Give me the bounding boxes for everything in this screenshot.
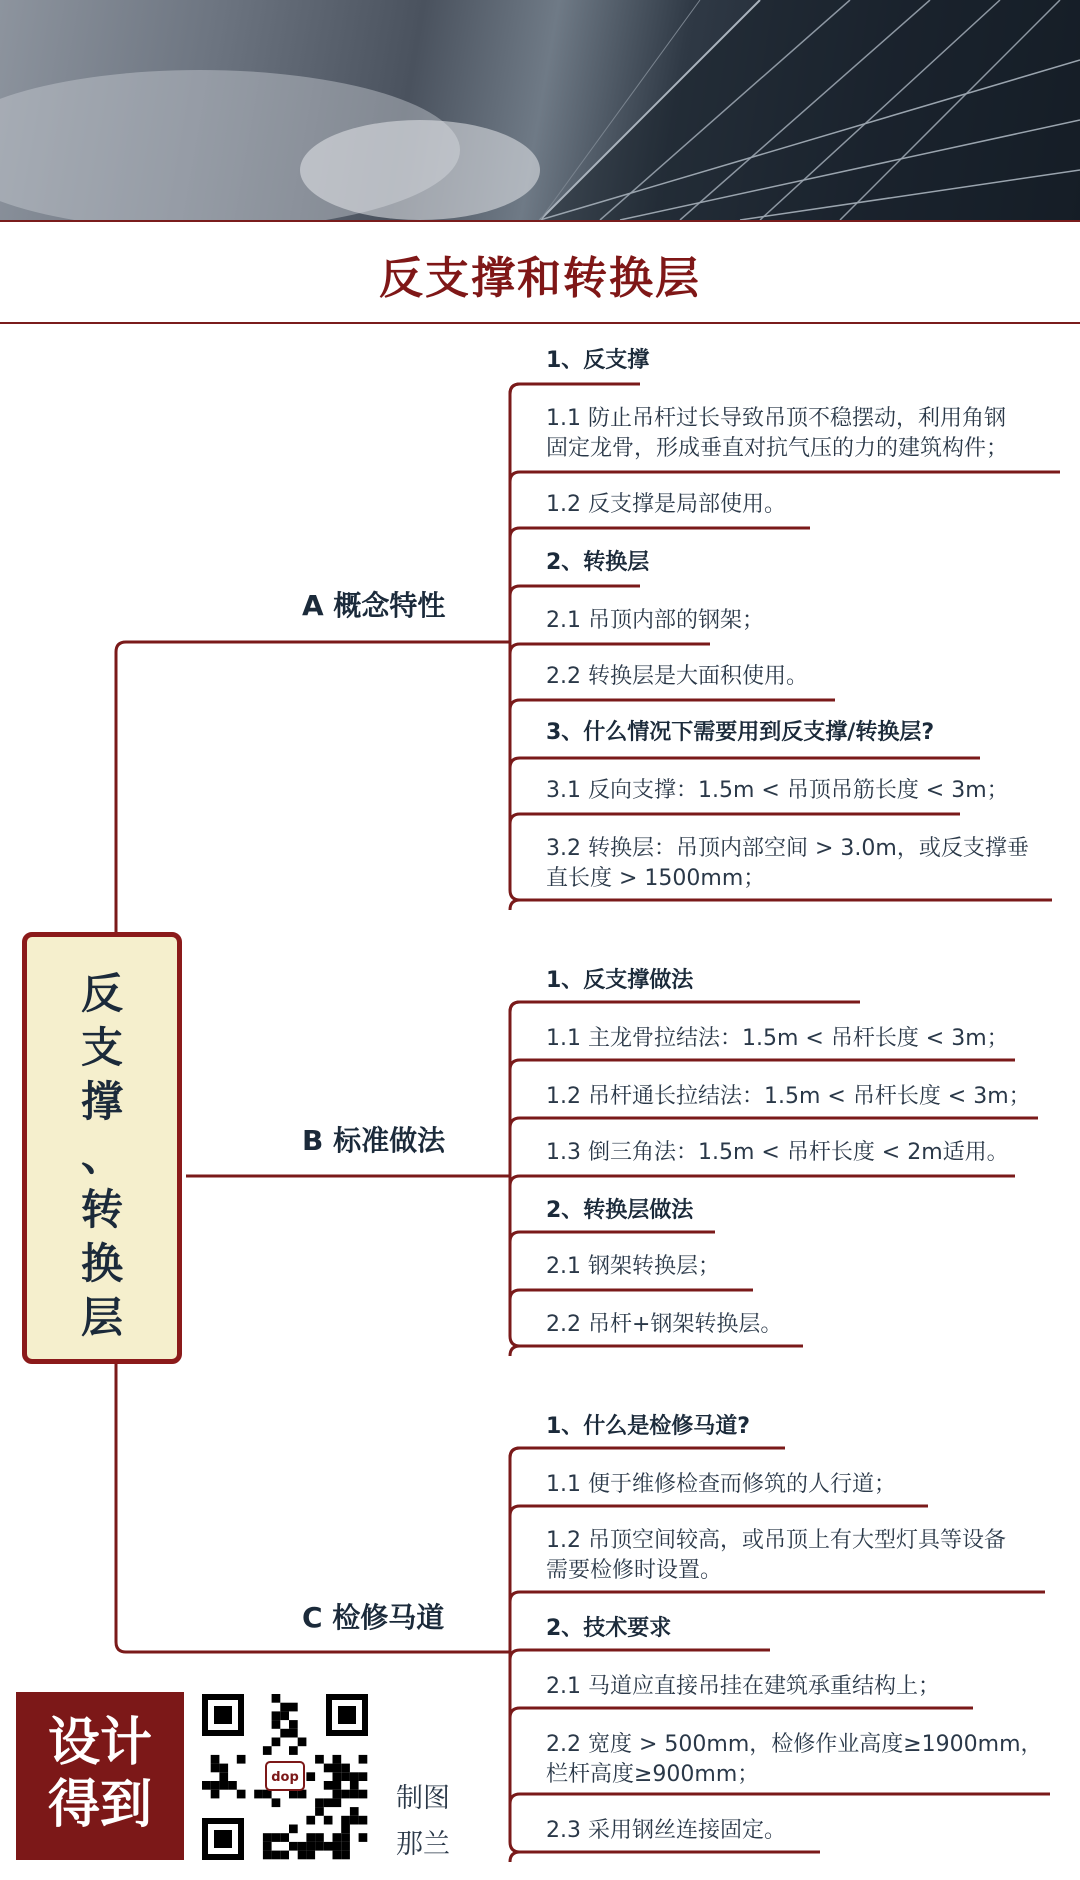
qr-module: [306, 1816, 315, 1825]
b-underline-6: [510, 1290, 753, 1300]
a-node-7: 2.2 转换层是大面积使用。: [546, 664, 808, 689]
qr-module: [219, 1781, 228, 1790]
qr-module: [341, 1772, 350, 1781]
a-underline-1: [510, 384, 640, 394]
b-node-3: 1.2 吊杆通长拉结法：1.5m < 吊杆长度 < 3m；: [546, 1084, 1031, 1109]
qr-module: [341, 1851, 350, 1860]
qr-module: [272, 1851, 281, 1860]
credit-line-1: 制图: [396, 1783, 450, 1814]
qr-module: [211, 1790, 220, 1799]
c-node-3: 1.2 吊顶空间较高，或吊顶上有大型灯具等设备: [546, 1528, 1006, 1553]
a-node-3: 固定龙骨，形成垂直对抗气压的力的建筑构件；: [546, 436, 1009, 461]
qr-module: [280, 1729, 289, 1738]
qr-module: [333, 1781, 342, 1790]
qr-module: [289, 1703, 298, 1712]
qr-module: [280, 1703, 289, 1712]
b-node-7: 2.2 吊杆+钢架转换层。: [546, 1312, 783, 1337]
qr-module: [315, 1842, 324, 1851]
qr-module: [289, 1790, 298, 1799]
qr-module: [298, 1790, 307, 1799]
a-bracket-bottom: [510, 642, 520, 900]
b-bracket-bottom: [510, 1176, 520, 1346]
qr-module: [359, 1833, 368, 1842]
qr-module: [341, 1842, 350, 1851]
logo-line-2: 得到: [47, 1775, 152, 1835]
a-underline-6: [510, 700, 835, 710]
a-node-10: 3.2 转换层：吊顶内部空间 > 3.0m，或反支撑垂: [546, 836, 1029, 861]
qr-module: [219, 1772, 228, 1781]
qr-module: [306, 1772, 315, 1781]
c-node-5: 2、技术要求: [546, 1616, 672, 1641]
a-underline-4: [510, 586, 640, 596]
qr-module: [272, 1694, 281, 1703]
a-node-9: 3.1 反向支撑：1.5m < 吊顶吊筋长度 < 3m；: [546, 778, 1009, 803]
qr-module: [333, 1790, 342, 1799]
qr-module: [272, 1833, 281, 1842]
qr-module: [341, 1825, 350, 1834]
c-bracket-bottom: [510, 1652, 520, 1852]
qr-module: [298, 1842, 307, 1851]
b-node-2: 1.1 主龙骨拉结法：1.5m < 吊杆长度 < 3m；: [546, 1026, 1009, 1051]
c-bracket-top: [510, 1448, 520, 1652]
qr-module: [341, 1790, 350, 1799]
c-underline-3: [510, 1592, 1045, 1602]
branch-c-label: C 检修马道: [302, 1601, 445, 1634]
c-node-9: 2.3 采用钢丝连接固定。: [546, 1818, 786, 1843]
qr-module: [202, 1781, 211, 1790]
qr-code-icon: [190, 1682, 380, 1872]
a-node-4: 1.2 反支撑是局部使用。: [546, 492, 786, 517]
qr-module: [324, 1842, 333, 1851]
qr-module: [333, 1798, 342, 1807]
a-node-2: 1.1 防止吊杆过长导致吊顶不稳摆动，利用角钢: [546, 406, 1006, 431]
qr-module: [289, 1729, 298, 1738]
qr-module: [280, 1711, 289, 1720]
c-underline-1: [510, 1448, 785, 1458]
logo-line-1: 设计: [47, 1713, 152, 1773]
qr-module: [333, 1842, 342, 1851]
c-node-2: 1.1 便于维修检查而修筑的人行道；: [546, 1472, 896, 1497]
qr-module: [263, 1851, 272, 1860]
qr-module: [298, 1738, 307, 1747]
c-node-7: 2.2 宽度 > 500mm，检修作业高度≥1900mm，: [546, 1732, 1043, 1757]
b-node-4: 1.3 倒三角法：1.5m < 吊杆长度 < 2m适用。: [546, 1140, 1009, 1165]
qr-module: [350, 1772, 359, 1781]
b-underline-5: [510, 1232, 715, 1242]
qr-module: [359, 1755, 368, 1764]
c-underline-2: [510, 1506, 928, 1516]
a-underline-3: [510, 528, 810, 538]
c-underline-7: [510, 1852, 820, 1862]
qr-module: [333, 1764, 342, 1773]
qr-module: [289, 1842, 298, 1851]
branch-b-label: B 标准做法: [302, 1124, 446, 1157]
qr-module: [315, 1798, 324, 1807]
qr-module: [315, 1755, 324, 1764]
trunk-to-a: [116, 642, 510, 932]
c-underline-6: [510, 1794, 1050, 1804]
b-node-1: 1、反支撑做法: [546, 968, 694, 993]
qr-module: [289, 1825, 298, 1834]
credit-line-2: 那兰: [396, 1829, 450, 1860]
a-node-1: 1、反支撑: [546, 348, 650, 373]
root-label: 反 支 撑 、 转 换 层: [80, 969, 123, 1342]
b-node-5: 2、转换层做法: [546, 1198, 694, 1223]
qr-module: [341, 1764, 350, 1773]
b-bracket-top: [510, 1002, 520, 1176]
qr-module: [359, 1790, 368, 1799]
qr-module: [333, 1772, 342, 1781]
qr-module: [341, 1833, 350, 1842]
qr-module: [263, 1790, 272, 1799]
c-node-4: 需要检修时设置。: [546, 1558, 723, 1583]
qr-module: [333, 1833, 342, 1842]
qr-module: [211, 1755, 220, 1764]
b-node-6: 2.1 钢架转换层；: [546, 1254, 720, 1279]
b-underline-2: [510, 1060, 1015, 1070]
a-node-11: 直长度 > 1500mm；: [546, 866, 766, 891]
a-underline-5: [510, 644, 710, 654]
qr-module: [333, 1851, 342, 1860]
qr-module: [263, 1746, 272, 1755]
b-underline-7: [510, 1346, 803, 1356]
c-node-1: 1、什么是检修马道?: [546, 1414, 751, 1439]
a-node-5: 2、转换层: [546, 550, 650, 575]
qr-module: [306, 1842, 315, 1851]
qr-module: [350, 1790, 359, 1799]
qr-module: [306, 1851, 315, 1860]
qr-module: [350, 1807, 359, 1816]
qr-module: [272, 1720, 281, 1729]
qr-module: [254, 1790, 263, 1799]
qr-module: [324, 1764, 333, 1773]
page-title: 反支撑和转换层: [379, 253, 701, 304]
qr-module: [324, 1816, 333, 1825]
qr-module: [272, 1711, 281, 1720]
c-node-8: 栏杆高度≥900mm；: [546, 1762, 760, 1787]
qr-module: [263, 1833, 272, 1842]
qr-module: [219, 1764, 228, 1773]
qr-module: [280, 1833, 289, 1842]
qr-module: [298, 1851, 307, 1860]
a-underline-9: [510, 900, 1052, 910]
qr-module: [306, 1833, 315, 1842]
a-underline-2: [510, 472, 1060, 482]
qr-module: [359, 1816, 368, 1825]
c-underline-5: [510, 1708, 973, 1718]
qr-module: [228, 1781, 237, 1790]
root-node: [22, 932, 182, 1364]
qr-module: [237, 1755, 246, 1764]
qr-module: [280, 1851, 289, 1860]
b-underline-4: [510, 1176, 1015, 1186]
c-node-6: 2.1 马道应直接吊挂在建筑承重结构上；: [546, 1674, 940, 1699]
a-node-8: 3、什么情况下需要用到反支撑/转换层?: [546, 720, 935, 745]
qr-badge: dop: [271, 1770, 299, 1785]
qr-module: [237, 1790, 246, 1799]
qr-module: [272, 1798, 281, 1807]
qr-module: [289, 1746, 298, 1755]
qr-module: [333, 1755, 342, 1764]
qr-module: [272, 1738, 281, 1747]
qr-module: [359, 1772, 368, 1781]
qr-module: [211, 1781, 220, 1790]
qr-module: [289, 1720, 298, 1729]
c-underline-4: [510, 1650, 770, 1660]
a-underline-7: [510, 758, 980, 768]
a-node-6: 2.1 吊顶内部的钢架；: [546, 608, 764, 633]
qr-module: [324, 1781, 333, 1790]
b-underline-1: [510, 1002, 860, 1012]
brand-logo: [16, 1692, 184, 1860]
qr-module: [263, 1842, 272, 1851]
qr-module: [211, 1764, 220, 1773]
qr-module: [315, 1833, 324, 1842]
qr-module: [341, 1816, 350, 1825]
a-underline-8: [510, 814, 960, 824]
qr-code: [190, 1682, 380, 1872]
qr-module: [350, 1816, 359, 1825]
qr-module: [315, 1807, 324, 1816]
qr-module: [324, 1798, 333, 1807]
b-underline-3: [510, 1118, 1038, 1128]
a-bracket-top: [510, 384, 520, 642]
branch-a-label: A 概念特性: [302, 589, 446, 622]
qr-module: [350, 1781, 359, 1790]
